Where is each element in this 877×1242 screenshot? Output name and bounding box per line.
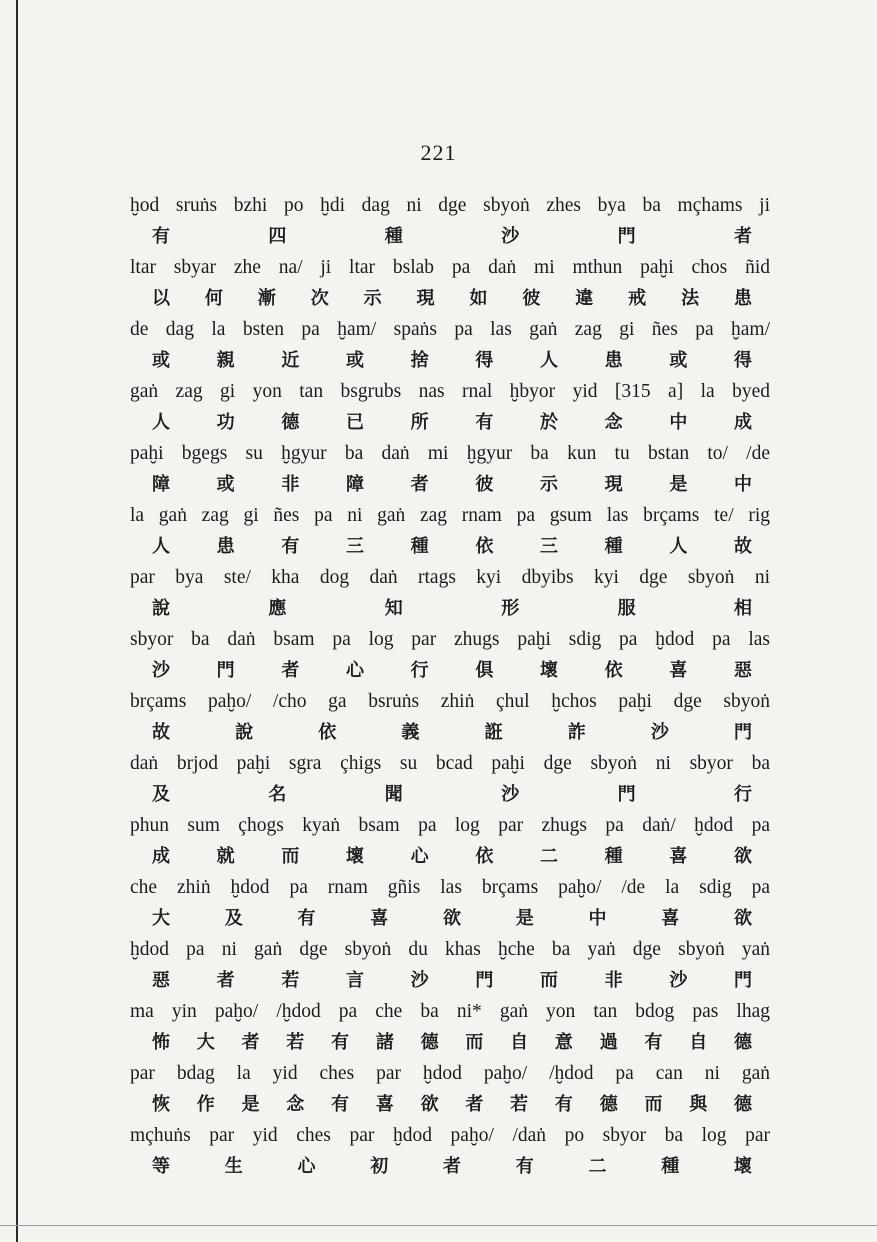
chinese-gloss-line: 故 說 依 義 誑 詐 沙 門 [152,722,752,743]
page-bottom-edge [0,1225,877,1226]
transliteration-line: ltar sbyar zhe na/ ji ltar bslab pa daṅ mi mthun paḫi chos ñid [130,257,770,278]
transliteration-line: paḫi bgegs su ḫgyur ba daṅ mi ḫgyur ba kun tu bstan to/ /de [130,443,770,464]
chinese-gloss-line: 以 何 漸 次 示 現 如 彼 違 戒 法 患 [152,288,752,309]
transliteration-line: gaṅ zag gi yon tan bsgrubs nas rnal ḫbyor yid [315 a] la byed [130,381,770,402]
chinese-gloss-line: 等 生 心 初 者 有 二 種 壞 [152,1156,752,1177]
transliteration-line: phun sum çhogs kyaṅ bsam pa log par zhugs pa daṅ/ ḫdod pa [130,815,770,836]
chinese-gloss-line: 人 患 有 三 種 依 三 種 人 故 [152,536,752,557]
chinese-gloss-line: 人 功 德 已 所 有 於 念 中 成 [152,412,752,433]
transliteration-line: la gaṅ zag gi ñes pa ni gaṅ zag rnam pa gsum las brçams te/ rig [130,505,770,526]
chinese-gloss-line: 說 應 知 形 服 相 [152,598,752,619]
transliteration-line: sbyor ba daṅ bsam pa log par zhugs paḫi sdig pa ḫdod pa las [130,629,770,650]
chinese-gloss-line: 及 名 聞 沙 門 行 [152,784,752,805]
chinese-gloss-line: 怖 大 者 若 有 諸 德 而 自 意 過 有 自 德 [152,1032,752,1053]
chinese-gloss-line: 或 親 近 或 捨 得 人 患 或 得 [152,350,752,371]
chinese-gloss-line: 沙 門 者 心 行 俱 壞 依 喜 惡 [152,660,752,681]
transliteration-line: ḫod sruṅs bzhi po ḫdi dag ni dge sbyoṅ zhes bya ba mçhams ji [130,195,770,216]
transliteration-line: che zhiṅ ḫdod pa rnam gñis las brçams paḫo/ /de la sdig pa [130,877,770,898]
page-number: 221 [420,140,457,165]
chinese-gloss-line: 成 就 而 壞 心 依 二 種 喜 欲 [152,846,752,867]
transliteration-line: daṅ brjod paḫi sgra çhigs su bcad paḫi dge sbyoṅ ni sbyor ba [130,753,770,774]
transliteration-line: ḫdod pa ni gaṅ dge sbyoṅ du khas ḫche ba yaṅ dge sbyoṅ yaṅ [130,939,770,960]
transliteration-line: de dag la bsten pa ḫam/ spaṅs pa las gaṅ zag gi ñes pa ḫam/ [130,319,770,340]
transliteration-line: mçhuṅs par yid ches par ḫdod paḫo/ /daṅ po sbyor ba log par [130,1125,770,1146]
text-body [130,190,770,1182]
transliteration-line: brçams paḫo/ /cho ga bsruṅs zhiṅ çhul ḫchos paḫi dge sbyoṅ [130,691,770,712]
chinese-gloss-line: 大 及 有 喜 欲 是 中 喜 欲 [152,908,752,929]
chinese-gloss-line: 惡 者 若 言 沙 門 而 非 沙 門 [152,970,752,991]
page-left-edge [16,0,18,1242]
transliteration-line: par bdag la yid ches par ḫdod paḫo/ /ḫdod pa can ni gaṅ [130,1063,770,1084]
chinese-gloss-line: 有 四 種 沙 門 者 [152,226,752,247]
chinese-gloss-line: 恢 作 是 念 有 喜 欲 者 若 有 德 而 與 德 [152,1094,752,1115]
transliteration-line: ma yin paḫo/ /ḫdod pa che ba ni* gaṅ yon tan bdog pas lhag [130,1001,770,1022]
transliteration-line: par bya ste/ kha dog daṅ rtags kyi dbyibs kyi dge sbyoṅ ni [130,567,770,588]
chinese-gloss-line: 障 或 非 障 者 彼 示 現 是 中 [152,474,752,495]
